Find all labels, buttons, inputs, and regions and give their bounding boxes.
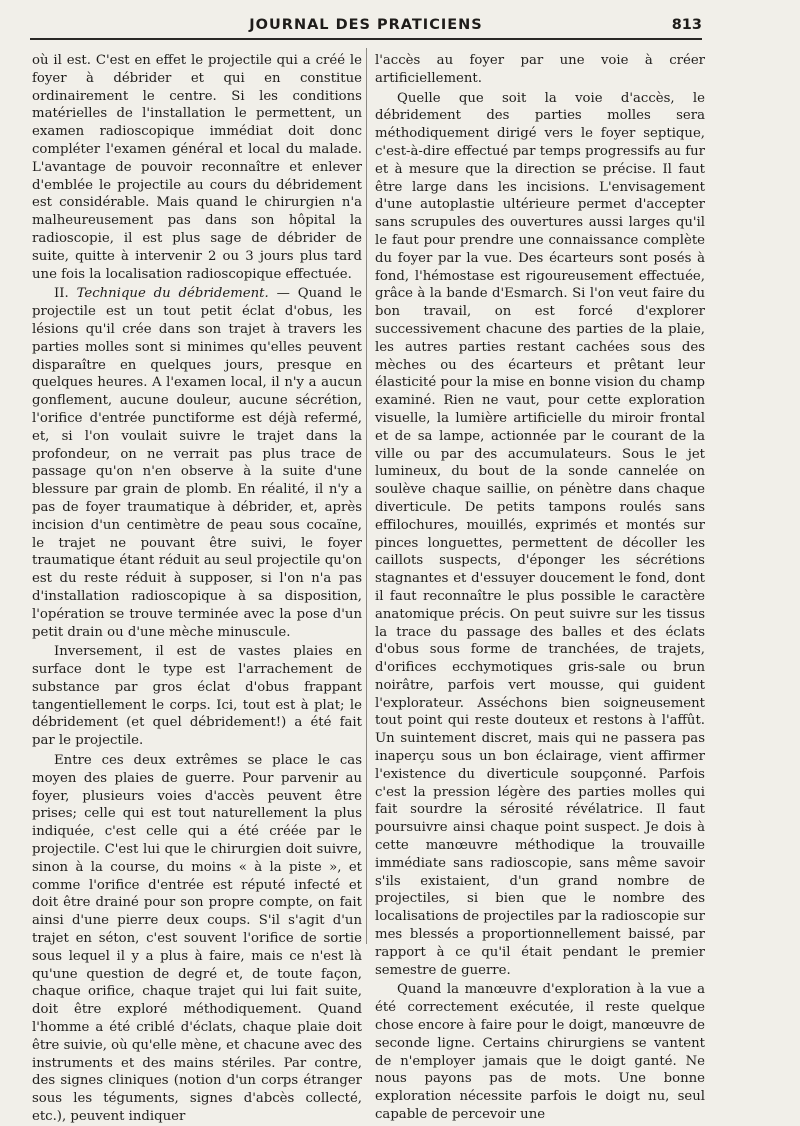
section-number: II. bbox=[54, 286, 69, 302]
paragraph: où il est. C'est en effet le projectile qui a créé le foyer à débrider et qui en constitue ordinairement le centre. Si les conditions matérielles de l'installation le permettent, un examen radioscopique immédiat doit donc compléter l'examen général et local du malade. L'avantage de pouvoir reconnaître et enlever d'emblée le projectile au cours du débridement est considérable. Mais quand le chirurgien n'a malheureusement pas dans son hôpital la radioscopie, il est plus sage de débrider de suite, quitte à intervenir 2 ou 3 jours plus tard une fois la localisation radioscopique effectuée. bbox=[32, 53, 362, 282]
paragraph: Quelle que soit la voie d'accès, le débridement des parties molles sera méthodiquement dirigé vers le foyer septique, c'est-à-dire effectué par temps progressifs au fur et à mesure que la direction se précise. Il faut être large dans les incisions. L'envisagement d'une autoplastie ultérieure permet d'accepter sans scrupules des ouvertures aussi larges qu'il le faut pour prendre une connaissance complète du foyer par la vue. Des écarteurs sont posés à fond, l'hémostase est rigoureusement effectuée, grâce à la bande d'Esmarch. Si l'on veut faire du bon travail, on est forcé d'explorer successivement chacune des parties de la plaie, les autres parties restant cachées sous des mèches ou des écarteurs et prêtant leur élasticité pour la mise en bonne vision du champ examiné. Rien ne vaut, pour cette exploration visuelle, la lumière artificielle du miroir frontal et de sa lampe, actionnée par le courant de la ville ou par des accumulateurs. Sous le jet lumineux, du bout de la sonde cannelée on soulève chaque saillie, on pénètre dans chaque diverticule. De petits tampons roulés sans effilochures, mouillés, exprimés et montés sur pinces longuettes, permettent de décoller les caillots suspects, d'éponger les sécrétions stagnantes et d'essuyer doucement le fond, dont il faut reconnaître le plus possible le caractère anatomique précis. On peut suivre sur les tissus la trace du passage des balles et des éclats d'obus sous forme de tranchées, de trajets, d'orifices ecchymotiques gris-sale ou brun noirâtre, parfois vert mousse, qui guident l'explorateur. Asséchons bien soigneusement tout point qui reste douteux et restons à l'affût. Un suintement discret, mais qui ne passera pas inaperçu sous un bon éclairage, vient affirmer l'existence du diverticule soupçonné. Parfois c'est la pression légère des parties molles qui fait sourdre la sérosité révélatrice. Il faut poursuivre ainsi chaque point suspect. Je dois à cette manœuvre méthodique la trouvaille immédiate sans radioscopie, sans même savoir s'ils existaient, d'un grand nombre de projectiles, si bien que le nombre des localisations de projectiles par la radioscopie sur mes blessés a proportionnellement baissé, par rapport à ce qu'il était pendant le premier semestre de guerre. bbox=[375, 90, 705, 978]
paragraph: l'accès au foyer par une voie à créer artificiellement. bbox=[375, 53, 705, 86]
section-title: Technique du débridement. bbox=[76, 286, 269, 302]
section-paragraph bbox=[32, 285, 362, 641]
page-number: 813 bbox=[671, 17, 702, 33]
journal-title: JOURNAL DES PRATICIENS bbox=[249, 17, 483, 33]
left-column bbox=[32, 52, 362, 1126]
paragraph: Quand la manœuvre d'exploration à la vue a été correctement exécutée, il reste quelque chose encore à faire pour le doigt, manœuvre de seconde ligne. Certains chirurgiens se vantent de n'employer jamais que le doigt ganté. Ne nous payons pas de mots. Une bonne exploration nécessite parfois le doigt nu, seul capable de percevoir une bbox=[375, 982, 705, 1123]
right-column bbox=[375, 52, 705, 1124]
paragraph: Entre ces deux extrêmes se place le cas moyen des plaies de guerre. Pour parvenir au foyer, plusieurs voies d'accès peuvent être prises; celle qui est tout naturellement la plus indiquée, c'est celle qui a été créée par le projectile. C'est lui que le chirurgien doit suivre, sinon à la course, du moins « à la piste », et comme l'orifice d'entrée est réputé infecté et doit être drainé pour son propre compte, on fait ainsi d'une pierre deux coups. S'il s'agit d'un trajet en séton, c'est souvent l'orifice de sortie sous lequel il y a plus à faire, mais ce n'est là qu'une question de degré et, de toute façon, chaque orifice, chaque trajet qui lui fait suite, doit être exploré méthodiquement. Quand l'homme a été criblé d'éclats, chaque plaie doit être suivie, où qu'elle mène, et chacune avec des instruments et des mains stériles. Par contre, des signes cliniques (notion d'un corps étranger sous les téguments, signes d'abcès collecté, etc.), peuvent indiquer bbox=[32, 753, 362, 1125]
paragraph: Inversement, il est de vastes plaies en surface dont le type est l'arrachement de substance par gros éclat d'obus frappant tangentiellement le corps. Ici, tout est à plat; le débridement (et quel débridement!) a été fait par le projectile. bbox=[32, 644, 362, 749]
column-divider bbox=[366, 48, 367, 944]
running-header bbox=[30, 8, 702, 40]
section-text: — Quand le projectile est un tout petit éclat d'obus, les lésions qu'il crée dans son trajet à travers les parties molles sont si minimes qu'elles peuvent disparaître en quelques jours, presque en quelques heures. A l'examen local, il n'y a aucun gonflement, aucune douleur, aucune sécrétion, l'orifice d'entrée punctiforme est déjà refermé, et, si l'on voulait suivre le trajet dans la profondeur, on ne verrait pas plus trace de passage qu'on n'en observe à la suite d'une blessure par grain de plomb. En réalité, il n'y a pas de foyer traumatique à débrider, et, après incision d'un centimètre de peau sous cocaïne, le trajet ne pouvant être suivi, le foyer traumatique étant réduit au seul projectile qu'on est du reste réduit à supposer, si l'on n'a pas d'installation radioscopique à sa disposition, l'opération se trouve terminée avec la pose d'un petit drain ou d'une mèche minuscule. bbox=[32, 286, 362, 640]
